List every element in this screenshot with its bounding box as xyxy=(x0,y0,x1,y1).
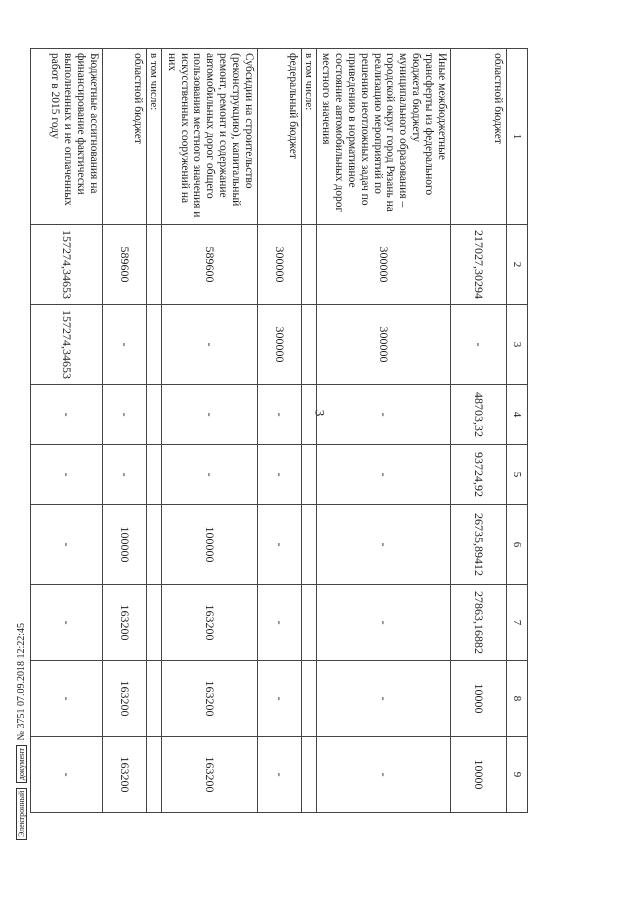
table-cell: - xyxy=(161,385,257,445)
table-cell: 163200 xyxy=(161,661,257,737)
table-cell: 10000 xyxy=(451,661,507,737)
table-cell: - xyxy=(317,505,451,585)
table-cell: - xyxy=(30,385,102,445)
rotated-table-wrapper xyxy=(49,48,528,812)
row-label: федеральный бюджет xyxy=(257,49,301,225)
column-header: 3 xyxy=(507,305,528,385)
column-header: 8 xyxy=(507,661,528,737)
table-cell: 589600 xyxy=(102,225,146,305)
stamp-text: № 3751 07.09.2018 12:22:45 xyxy=(16,622,27,741)
table-cell: 300000 xyxy=(257,305,301,385)
table-cell: 300000 xyxy=(317,225,451,305)
document-sheet xyxy=(49,48,528,812)
table-cell xyxy=(301,505,316,585)
table-cell xyxy=(301,737,316,813)
table-cell: 217027,30294 xyxy=(451,225,507,305)
row-construction-subsidies xyxy=(161,49,257,813)
table-cell xyxy=(301,445,316,505)
table-cell: - xyxy=(30,445,102,505)
column-header: 1 xyxy=(507,49,528,225)
table-cell xyxy=(301,225,316,305)
row-interbudget-transfers xyxy=(317,49,451,813)
table-cell: 300000 xyxy=(317,305,451,385)
table-cell: 26735,89412 xyxy=(451,505,507,585)
row-label: в том числе: xyxy=(301,49,316,225)
table-cell: 163200 xyxy=(161,737,257,813)
table-cell: - xyxy=(102,445,146,505)
table-cell xyxy=(146,305,161,385)
column-header: 2 xyxy=(507,225,528,305)
table-cell: - xyxy=(317,445,451,505)
row-label: Бюджетные ассигнования на финансирование фактически выполненных и не оплаченных работ в 2015 году xyxy=(30,49,102,225)
row-regional-budget xyxy=(451,49,507,813)
table-cell: - xyxy=(257,737,301,813)
table-cell: 10000 xyxy=(451,737,507,813)
column-header: 9 xyxy=(507,737,528,813)
row-budget-allocations-2015 xyxy=(30,49,102,813)
table-cell: - xyxy=(257,385,301,445)
row-label: Субсидии на строительство (реконструкцию), капитальный ремонт, ремонт и содержание автомобильных дорог общего пользования местного значения и искусственных сооружений на них xyxy=(161,49,257,225)
table-cell: - xyxy=(257,661,301,737)
table-cell xyxy=(146,585,161,661)
row-label: Иные межбюджетные трансферты из федерального бюджета бюджету муниципального образования – городской округ город Рязань на реализацию мероприятий по решению неотложных задач по приведению в нормативное состояние автомобильных дорог местного значения xyxy=(317,49,451,225)
row-label: областной бюджет xyxy=(102,49,146,225)
column-header: 6 xyxy=(507,505,528,585)
table-cell: - xyxy=(102,305,146,385)
table-cell xyxy=(301,305,316,385)
stamp-label-top: Электронный xyxy=(16,788,27,840)
page-number: 3 xyxy=(312,409,328,417)
table-cell: - xyxy=(317,385,451,445)
table-cell: - xyxy=(257,585,301,661)
table-cell: 157274,34653 xyxy=(30,225,102,305)
table-cell: 163200 xyxy=(102,737,146,813)
row-federal-budget xyxy=(257,49,301,813)
table-cell xyxy=(146,225,161,305)
table-cell: - xyxy=(257,445,301,505)
column-header: 4 xyxy=(507,385,528,445)
table-cell xyxy=(146,661,161,737)
row-regional-budget-2 xyxy=(102,49,146,813)
table-cell xyxy=(146,445,161,505)
table-cell xyxy=(146,385,161,445)
table-cell: 163200 xyxy=(102,585,146,661)
table-cell xyxy=(301,661,316,737)
column-header: 5 xyxy=(507,445,528,505)
table-cell: 48703,32 xyxy=(451,385,507,445)
table-cell xyxy=(146,505,161,585)
table-cell: - xyxy=(161,305,257,385)
table-cell: 100000 xyxy=(102,505,146,585)
header-row xyxy=(507,49,528,813)
table-cell: 163200 xyxy=(102,661,146,737)
table-cell: 157274,34653 xyxy=(30,305,102,385)
table-cell: 163200 xyxy=(161,585,257,661)
table-cell: 27863,16882 xyxy=(451,585,507,661)
row-label: областной бюджет xyxy=(451,49,507,225)
table-cell: - xyxy=(30,505,102,585)
table-cell xyxy=(301,385,316,445)
table-cell: - xyxy=(317,585,451,661)
table-cell: 93724,92 xyxy=(451,445,507,505)
budget-table xyxy=(30,48,528,813)
table-cell: - xyxy=(102,385,146,445)
table-cell xyxy=(301,585,316,661)
table-cell: - xyxy=(317,737,451,813)
table-cell: - xyxy=(161,445,257,505)
table-cell xyxy=(146,737,161,813)
stamp-label-bottom: документ xyxy=(16,745,27,783)
table-cell: - xyxy=(30,585,102,661)
table-cell: 589600 xyxy=(161,225,257,305)
table-cell: - xyxy=(30,661,102,737)
table-cell: 100000 xyxy=(161,505,257,585)
table-cell: - xyxy=(451,305,507,385)
electronic-document-stamp xyxy=(16,622,56,880)
column-header: 7 xyxy=(507,585,528,661)
row-label: в том числе: xyxy=(146,49,161,225)
table-cell: 300000 xyxy=(257,225,301,305)
row-including-2 xyxy=(146,49,161,813)
table-cell: - xyxy=(317,661,451,737)
table-cell: - xyxy=(257,505,301,585)
table-cell: - xyxy=(30,737,102,813)
row-including-1 xyxy=(301,49,316,813)
